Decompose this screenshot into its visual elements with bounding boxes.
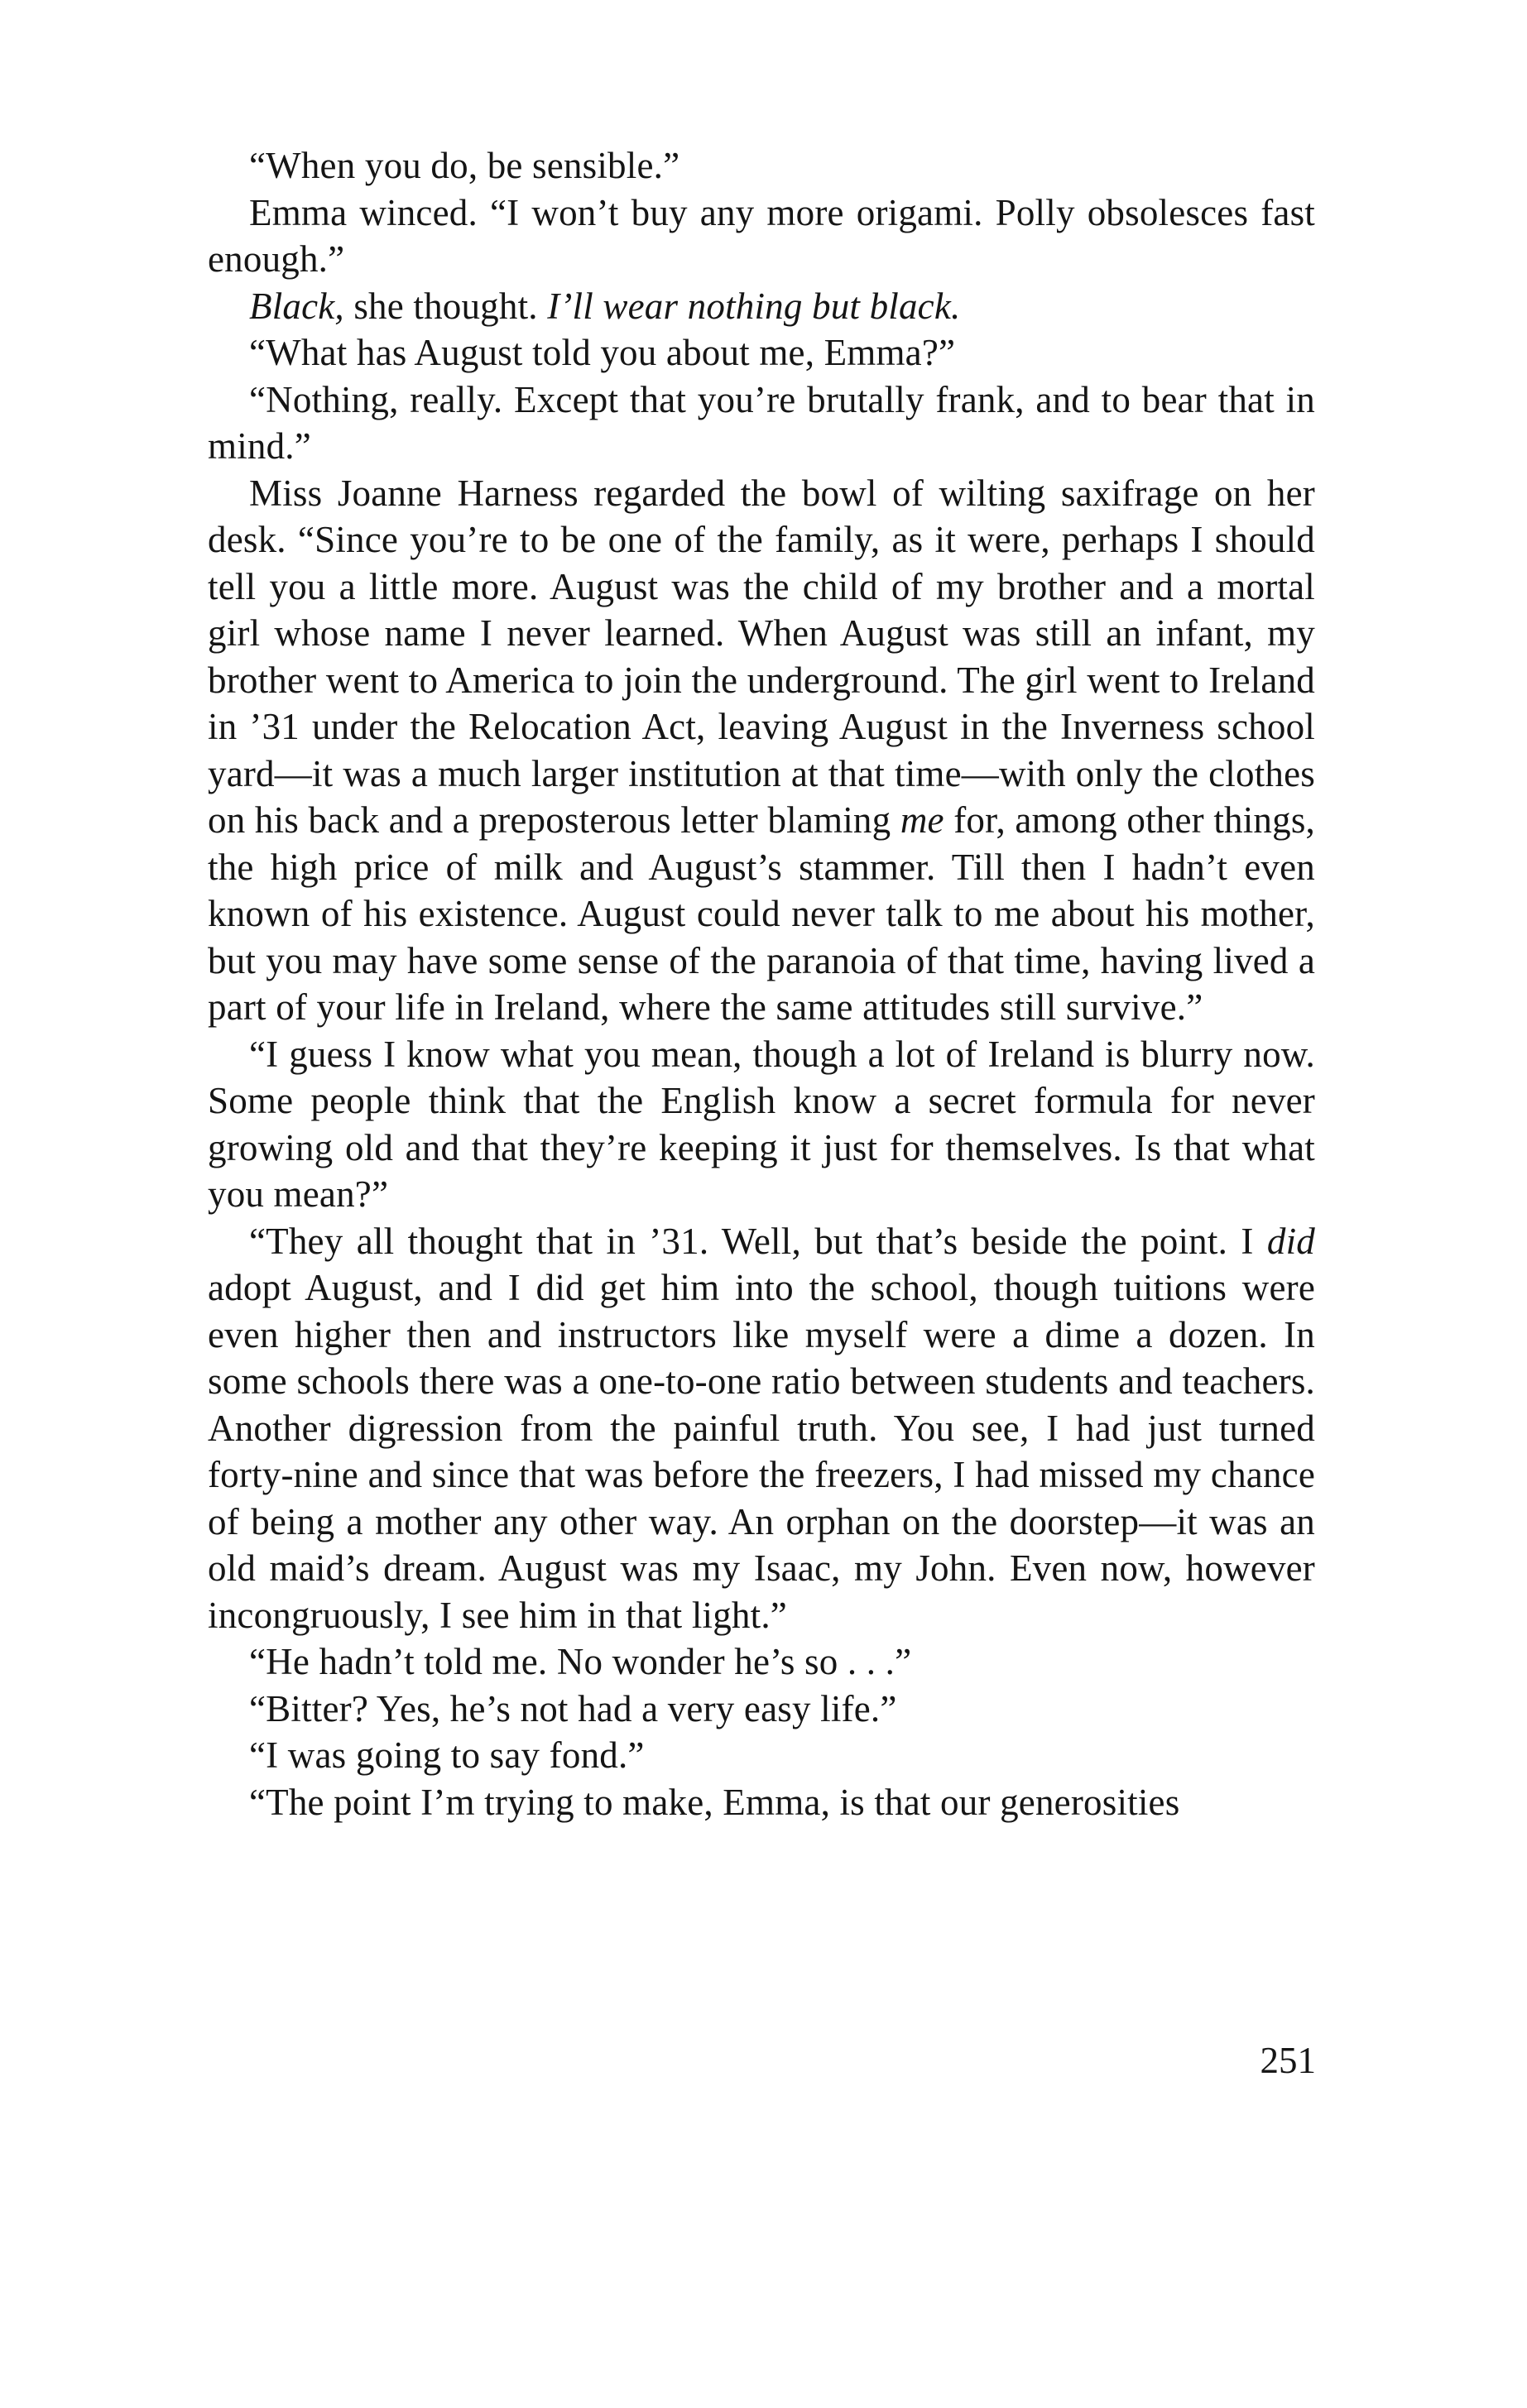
italic-text: I’ll wear nothing but black. xyxy=(547,285,961,327)
text-run: “I guess I know what you mean, though a lot of Ireland is blurry now. Some people think that the English know a secret formula for never growing old and that they’re keeping it just for themselves. Is that what you mean?” xyxy=(208,1033,1315,1215)
text-run: she thought. xyxy=(343,285,548,327)
paragraph xyxy=(208,142,1315,189)
text-run: “The point I’m trying to make, Emma, is that our generosities xyxy=(249,1781,1180,1823)
text-run: adopt August, and I did get him into the school, though tuitions were even higher then and instructors like myself were a dime a dozen. In some schools there was a one-to-one ratio between students and teachers. Another digression from the painful truth. You see, I had just turned forty-nine and since that was before the freezers, I had missed my chance of being a mother any other way. An orphan on the doorstep—it was an old maid’s dream. August was my Isaac, my John. Even now, however incongruously, I see him in that light.” xyxy=(208,1267,1315,1636)
body-text xyxy=(208,142,1315,1825)
paragraph xyxy=(208,1686,1315,1733)
italic-text: did xyxy=(1266,1220,1315,1262)
paragraph xyxy=(208,329,1315,377)
text-run: “He hadn’t told me. No wonder he’s so . . .” xyxy=(249,1641,912,1682)
paragraph xyxy=(208,377,1315,470)
text-run: “When you do, be sensible.” xyxy=(249,145,680,186)
page-number: 251 xyxy=(1260,2040,1316,2081)
text-run: “Bitter? Yes, he’s not had a very easy life.” xyxy=(249,1687,897,1729)
paragraph xyxy=(208,189,1315,283)
italic-text: Black, xyxy=(249,285,344,327)
paragraph xyxy=(208,1732,1315,1779)
text-run: “I was going to say fond.” xyxy=(249,1734,645,1776)
text-run: “Nothing, really. Except that you’re brutally frank, and to bear that in mind.” xyxy=(208,378,1315,467)
paragraph xyxy=(208,1638,1315,1686)
text-run: Emma winced. “I won’t buy any more origami. Polly obsolesces fast enough.” xyxy=(208,191,1315,280)
paragraph xyxy=(208,1779,1315,1826)
paragraph xyxy=(208,1218,1315,1639)
text-run: for, among other things, the high price of milk and August’s stammer. Till then I hadn’t even known of his existence. August could never talk to me about his mother, but you may have some sense of the paranoia of that time, having lived a part of your life in Ireland, where the same attitudes still survive.” xyxy=(208,799,1315,1028)
paragraph xyxy=(208,283,1315,330)
italic-text: me xyxy=(900,799,944,841)
paragraph xyxy=(208,470,1315,1031)
text-run: “They all thought that in ’31. Well, but that’s beside the point. I xyxy=(249,1220,1267,1262)
text-run: Miss Joanne Harness regarded the bowl of wilting saxifrage on her desk. “Since you’re to be one of the family, as it were, perhaps I should tell you a little more. August was the child of my brother and a mortal girl whose name I never learned. When August was still an infant, my brother went to America to join the underground. The girl went to Ireland in ’31 under the Relocation Act, leaving August in the Inverness school yard—it was a much larger institution at that time—with only the clothes on his back and a preposterous letter blaming xyxy=(208,472,1315,841)
text-run: “What has August told you about me, Emma?” xyxy=(249,332,956,373)
paragraph xyxy=(208,1031,1315,1218)
